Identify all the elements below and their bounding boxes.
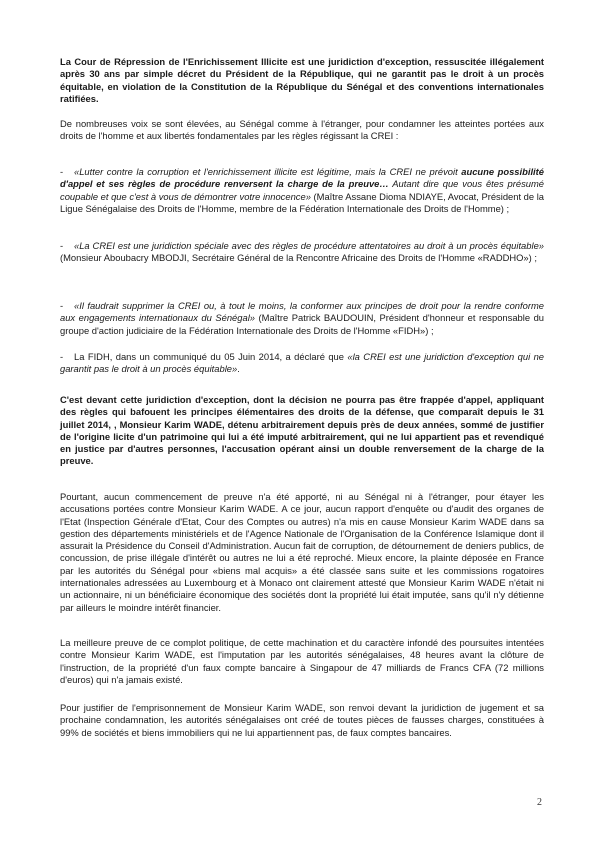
quote-ndiaye bbox=[60, 166, 544, 215]
quote-attribution: (Maître Patrick BAUDOUIN, Président d'honneur et responsable du groupe d'action judiciaire de la Fédération Internationale des Droits de l'Homme «FIDH») ; bbox=[60, 312, 545, 336]
quote-attribution: (Monsieur Aboubacry MBODJI, Secrétaire Général de la Rencontre Africaine des Droits de l'Homme «RADDHO») ; bbox=[60, 252, 537, 264]
dash-marker: - bbox=[60, 166, 64, 177]
plot-paragraph: La meilleure preuve de ce complot politique, de cette machination et du caractère infondé des poursuites intentées contre Monsieur Karim WADE, est l'imputation par les autorités sénégalaises, 48 heures avant la clôture de l'instruction, de la propriété d'un faux compte bancaire à Singapour de 47 milliards de Francs CFA (72 millions d'euros) qui n'a jamais existé. bbox=[60, 637, 544, 685]
quote-text: Autant dire que vous êtes présumé coupable et que c'est à vous de démontrer votre innocence» bbox=[60, 178, 545, 202]
quote-text: «la CREI est une juridiction d'exception qui ne garantit pas le droit à un procès équitable» bbox=[60, 351, 544, 375]
quote-attribution: (Maître Assane Dioma NDIAYE, Avocat, Président de la Ligue Sénégalaise des Droits de l'Homme, membre de la Fédération Internationale des Droits de l'Homme) ; bbox=[60, 190, 545, 214]
intro-paragraph: La Cour de Répression de l'Enrichissement Illicite est une juridiction d'exception, ressuscitée illégalement après 30 ans par simple décret du Président de la République, qui ne garantit pas le droit à un procès équitable, en violation de la Constitution de la République du Sénégal et des conventions internationales ratifiées. bbox=[60, 56, 544, 104]
page-number: 2 bbox=[537, 797, 542, 808]
quote-emphasis: aucune possibilité d'appel et ses règles de procédure renversent la charge de la preuve… bbox=[60, 166, 544, 190]
dash-marker: - bbox=[60, 300, 64, 311]
quote-mbodji bbox=[60, 240, 544, 265]
quote-text: «La CREI est une juridiction spéciale avec des règles de procédure attentatoires au droit à un procès équitable» bbox=[74, 240, 544, 251]
trial-paragraph: C'est devant cette juridiction d'exception, dont la décision ne pourra pas être frappée d'appel, appliquant des règles qui bafouent les principes élémentaires des droits de la défense, que comparaît depuis le 31 juillet 2014, , Monsieur Karim WADE, détenu arbitrairement depuis près de deux années, sommé de justifier de l'origine licite d'un patrimoine qui lui a été imputé arbitrairement, qui ne lui appartient pas et revendiqué en justice par d'autres personnes, l'accusation opérant ainsi un double renversement de la charge de la preuve. bbox=[60, 394, 544, 467]
dash-marker: - bbox=[60, 351, 64, 362]
quote-text: «Il faudrait supprimer la CREI ou, à tout le moins, la conformer aux principes de droit pour la rendre conforme aux engagements internationaux du Sénégal» bbox=[60, 300, 544, 324]
quote-intro: La FIDH, dans un communiqué du 05 Juin 2014, a déclaré que bbox=[74, 351, 348, 362]
quote-baudouin bbox=[60, 300, 544, 337]
charges-paragraph: Pour justifier de l'emprisonnement de Monsieur Karim WADE, son renvoi devant la juridiction de jugement et sa prochaine condamnation, les autorités sénégalaises ont créé de toutes pièces de fausses charges, constituées à 99% de sociétés et biens immobiliers qui ne lui appartiennent pas, de faux comptes bancaires. bbox=[60, 702, 544, 738]
evidence-paragraph: Pourtant, aucun commencement de preuve n'a été apporté, ni au Sénégal ni à l'étranger, pour étayer les accusations portées contre Monsieur Karim WADE. A ce jour, aucun rapport d'enquête ou d'audit des organes de l'Etat (Inspection Générale d'Etat, Cour des Comptes ou autres) n'a mis en cause Monsieur Karim WADE dans sa gestion des départements ministériels et de l'Agence Nationale de l'Organisation de la Conférence Islamique dont il assurait la Présidence du Conseil d'Administration. Aucun fait de corruption, de détournement de deniers publics, de concussion, de prise illégale d'intérêt ou autres ne lui a été reproché. Mieux encore, la plainte déposée en France par les autorités du Sénégal pour «biens mal acquis» a été classée sans suite et les commissions rogatoires internationales adressées au Luxembourg et à Monaco ont clairement attesté que Monsieur Karim WADE n'était ni un actionnaire, ni un bénéficiaire économique des sociétés dont la propriété lui était imputée, sans qu'il n'y détienne par ailleurs le moindre intérêt financier. bbox=[60, 491, 544, 613]
quote-fidh bbox=[60, 351, 544, 376]
quote-text: «Lutter contre la corruption et l'enrichissement illicite est légitime, mais la CREI ne prévoit bbox=[74, 166, 462, 177]
dash-marker: - bbox=[60, 240, 64, 251]
voices-paragraph: De nombreuses voix se sont élevées, au Sénégal comme à l'étranger, pour condamner les atteintes portées aux droits de l'homme et aux libertés fondamentales par les règles régissant la CREI : bbox=[60, 118, 544, 142]
quote-end: . bbox=[237, 363, 240, 375]
